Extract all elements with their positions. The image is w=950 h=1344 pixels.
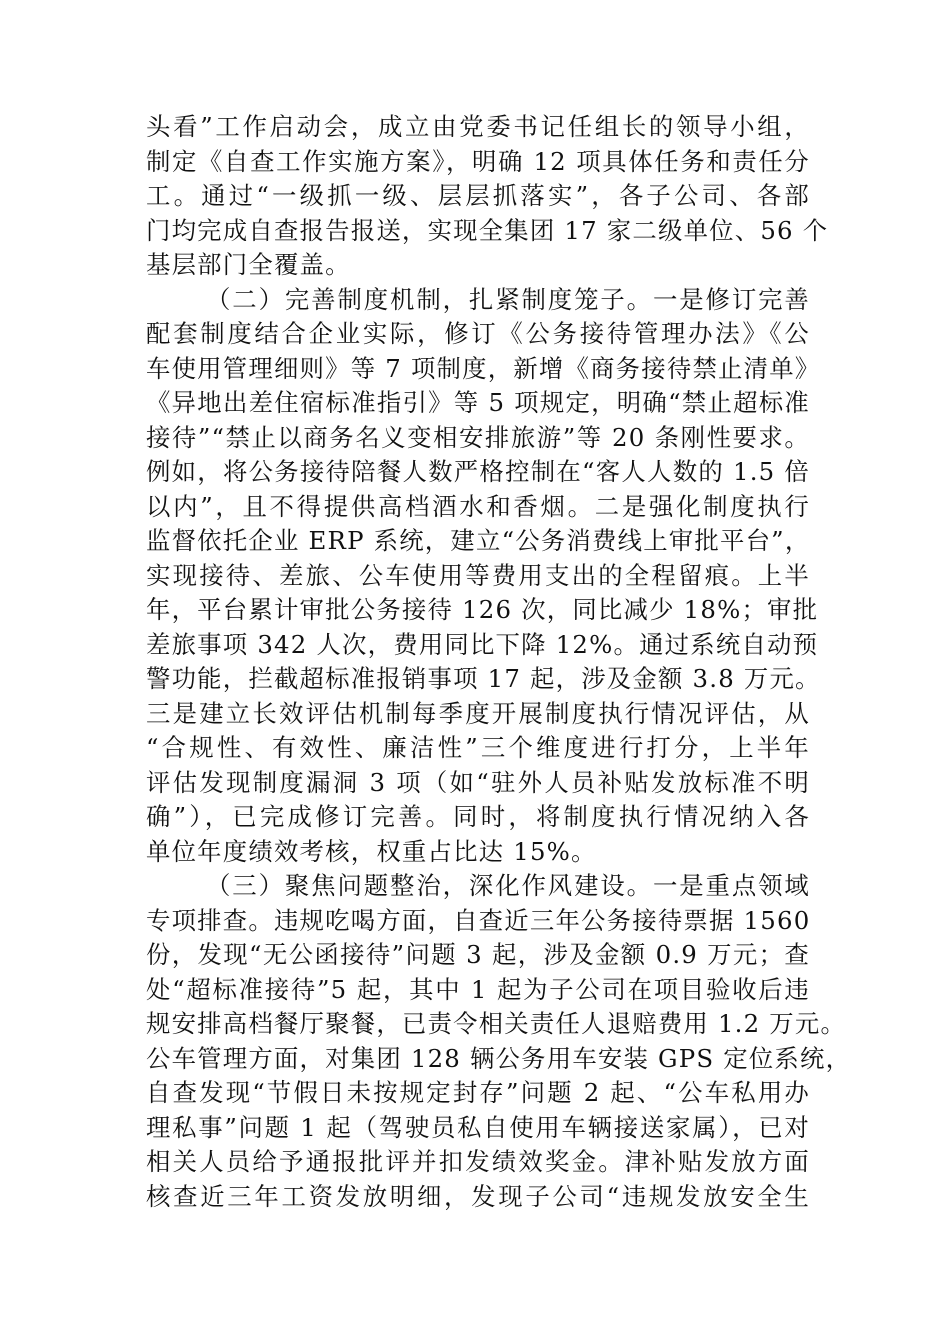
section-heading-line: （三）聚焦问题整治，深化作风建设。一是重点领域 [206, 871, 810, 900]
text-line: 相关人员给予通报批评并扣发绩效奖金。津补贴发放方面 [146, 1147, 810, 1176]
body-text [146, 110, 852, 1214]
text-line: 确”），已完成修订完善。同时，将制度执行情况纳入各 [146, 802, 810, 831]
text-line: 份，发现“无公函接待”问题 3 起，涉及金额 0.9 万元；查 [146, 940, 810, 969]
text-line: 单位年度绩效考核，权重占比达 15%。 [146, 836, 597, 866]
text-line: 处“超标准接待”5 起，其中 1 起为子公司在项目验收后违 [146, 974, 810, 1004]
text-line: 《异地出差住宿标准指引》等 5 项规定，明确“禁止超标准 [146, 388, 810, 417]
text-line: 差旅事项 342 人次，费用同比下降 12%。通过系统自动预 [146, 629, 819, 659]
text-line: 专项排查。违规吃喝方面，自查近三年公务接待票据 1560 [146, 905, 811, 935]
text-line: 自查发现“节假日未按规定封存”问题 2 起、“公车私用办 [146, 1078, 810, 1107]
section-heading-line: （二）完善制度机制，扎紧制度笼子。一是修订完善 [206, 284, 810, 314]
text-line: 车使用管理细则》等 7 项制度，新增《商务接待禁止清单》 [146, 353, 821, 383]
text-line: 监督依托企业 ERP 系统，建立“公务消费线上审批平台”， [146, 526, 811, 555]
text-line: 理私事”问题 1 起（驾驶员私自使用车辆接送家属），已对 [146, 1112, 810, 1142]
text-line: 评估发现制度漏洞 3 项（如“驻外人员补贴发放标准不明 [146, 767, 810, 797]
text-line: 头看”工作启动会，成立由党委书记任组长的领导小组， [146, 112, 810, 141]
text-line: 工。通过“一级抓一级、层层抓落实”，各子公司、各部 [146, 181, 810, 210]
text-line: 门均完成自查报告报送，实现全集团 17 家二级单位、56 个 [146, 215, 829, 245]
text-line: 基层部门全覆盖。 [146, 250, 351, 279]
text-line: 实现接待、差旅、公车使用等费用支出的全程留痕。上半 [146, 560, 810, 590]
text-line: 警功能，拦截超标准报销事项 17 起，涉及金额 3.8 万元。 [146, 664, 821, 693]
text-line: “合规性、有效性、廉洁性”三个维度进行打分，上半年 [146, 733, 810, 762]
text-line: 以内”，且不得提供高档酒水和香烟。二是强化制度执行 [146, 491, 810, 521]
text-line: 规安排高档餐厅聚餐，已责令相关责任人退赔费用 1.2 万元。 [146, 1009, 847, 1038]
text-line: 核查近三年工资发放明细，发现子公司“违规发放安全生 [146, 1181, 810, 1211]
text-line: 制定《自查工作实施方案》，明确 12 项具体任务和责任分 [146, 146, 810, 176]
text-line: 接待”“禁止以商务名义变相安排旅游”等 20 条刚性要求。 [146, 422, 810, 452]
text-line: 公车管理方面，对集团 128 辆公务用车安装 GPS 定位系统， [146, 1043, 852, 1073]
text-line: 三是建立长效评估机制每季度开展制度执行情况评估，从 [146, 698, 810, 728]
text-line: 配套制度结合企业实际，修订《公务接待管理办法》《公 [146, 319, 810, 348]
text-line: 例如，将公务接待陪餐人数严格控制在“客人人数的 1.5 倍 [146, 457, 810, 486]
text-line: 年，平台累计审批公务接待 126 次，同比减少 18%；审批 [146, 595, 819, 624]
